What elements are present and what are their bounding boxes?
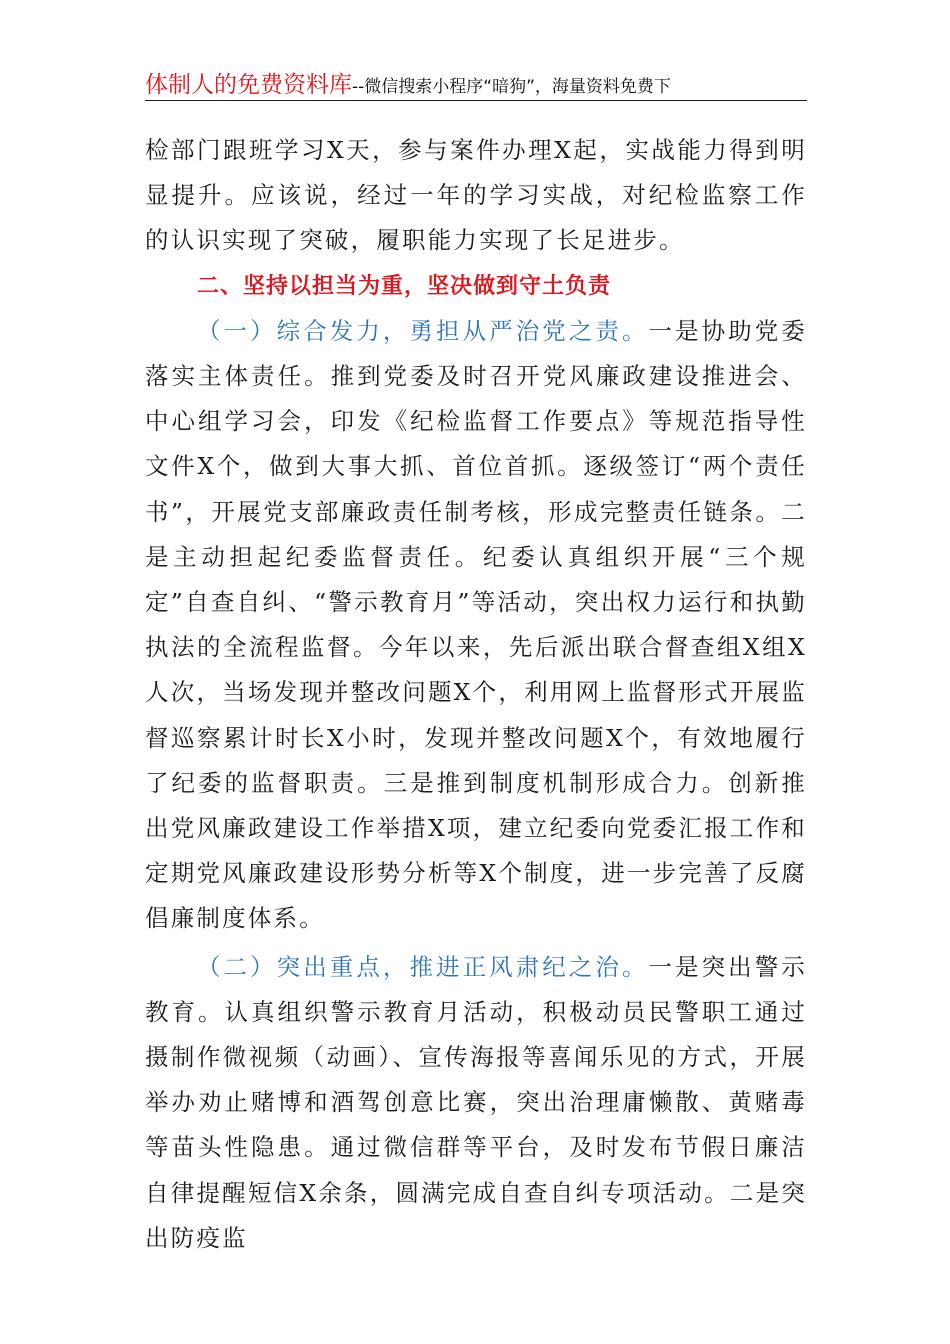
section-heading: 二、坚持以担当为重，坚决做到守土负责 xyxy=(197,273,612,299)
header-tagline: --微信搜索小程序“暗狗”，海量资料免费下 xyxy=(352,77,671,97)
paragraph-item-1 xyxy=(145,309,807,942)
paragraph-continuation: 检部门跟班学习X天，参与案件办理X起，实战能力得到明显提升。应该说，经过一年的学习实战，对纪检监察工作的认识实现了突破，履职能力实现了长足进步。 xyxy=(145,136,807,255)
paragraph-item-2 xyxy=(145,945,807,1261)
item-1-body: 一是协助党委落实主体责任。推到党委及时召开党风廉政建设推进会、中心组学习会，印发《纪检监督工作要点》等规范指导性文件X个，做到大事大抓、首位首抓。逐级签订“两个责任书”，开展党支部廉政责任制考核，形成完整责任链条。二是主动担起纪委监督责任。纪委认真组织开展“三个规定”自查自纠、“警示教育月”等活动，突出权力运行和执勤执法的全流程监督。今年以来，先后派出联合督查组X组X人次，当场发现并整改问题X个，利用网上监督形式开展监督巡察累计时长X小时，发现并整改问题X个，有效地履行了纪委的监督职责。三是推到制度机制形成合力。创新推出党风廉政建设工作举措X项，建立纪委向党委汇报工作和定期党风廉政建设形势分析等X个制度，进一步完善了反腐倡廉制度体系。 xyxy=(145,316,807,933)
item-1-heading: （一）综合发力，勇担从严治党之责。 xyxy=(197,316,649,345)
header-brand: 体制人的免费资料库 xyxy=(145,72,352,98)
document-body xyxy=(145,128,807,1261)
item-2-heading: （二）突出重点，推进正风肃纪之治。 xyxy=(197,952,649,981)
page-header xyxy=(145,70,807,101)
item-2-body: 一是突出警示教育。认真组织警示教育月活动，积极动员民警职工通过摄制作微视频（动画）、宣传海报等喜闻乐见的方式，开展举办劝止赌博和酒驾创意比赛，突出治理庸懒散、黄赌毒等苗头性隐患。通过微信群等平台，及时发布节假日廉洁自律提醒短信X余条，圆满完成自查自纠专项活动。二是突出防疫监 xyxy=(145,952,807,1252)
